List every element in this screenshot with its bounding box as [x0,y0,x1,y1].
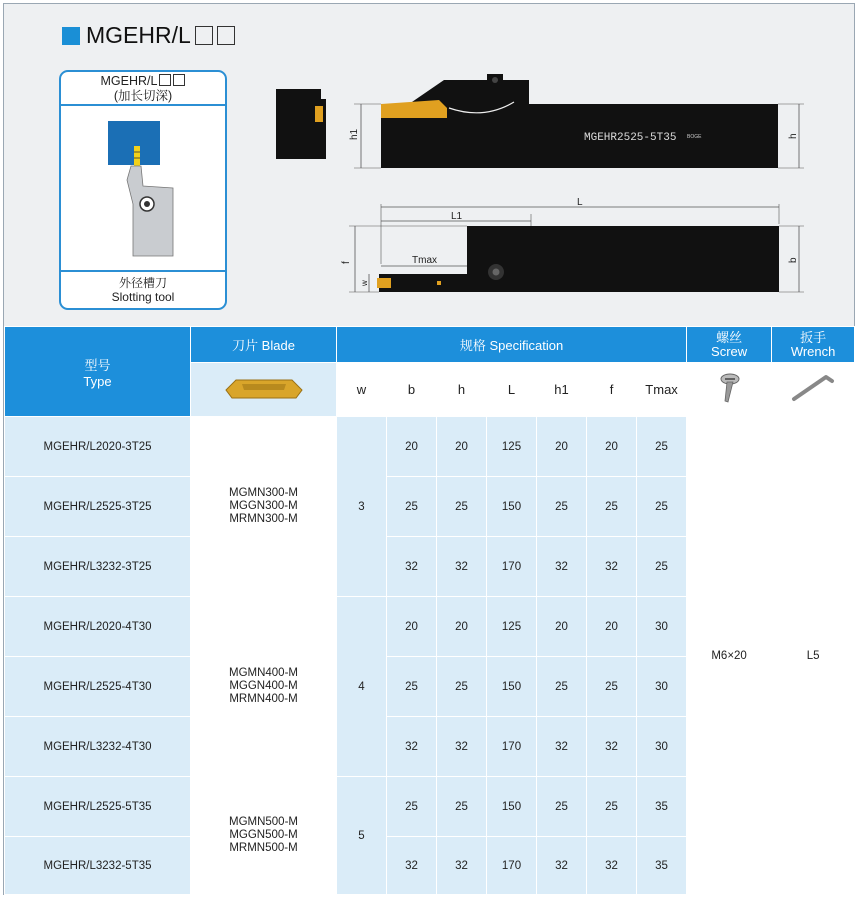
L-cell: 125 [487,417,537,477]
blade-model: MGMN500-M [228,816,298,828]
title-text: MGEHR/L [86,22,191,48]
b-cell: 25 [387,777,437,837]
card-title: MGEHR/L [100,74,158,88]
blade-image-cell [191,363,337,417]
marking-text: MGEHR2525-5T35 [584,132,677,144]
f-cell: 32 [587,837,637,895]
tmax-cell: 25 [637,417,687,477]
spec-table [4,326,855,895]
title-marker-icon [62,27,80,45]
blade-model: MGGN300-M [229,500,298,512]
type-cell: MGEHR/L2525-3T25 [5,477,191,537]
wrench-header-en: Wrench [790,343,836,359]
blade-model: MRMN500-M [229,842,298,854]
blade-model: MRMN400-M [229,693,298,705]
wrench-header-cn: 扳手 [800,329,827,345]
type-cell: MGEHR/L3232-5T35 [5,837,191,895]
w-cell: 3 [337,417,387,597]
drawing-area [4,4,854,326]
tmax-cell: 35 [637,777,687,837]
col-w: w [337,363,387,417]
f-cell: 25 [587,477,637,537]
card-header [61,72,225,106]
placeholder-box-icon [195,26,213,45]
h1-cell: 20 [537,417,587,477]
b-cell: 32 [387,837,437,895]
card-footer-cn: 外径槽刀 [118,276,167,290]
card-footer [61,270,225,308]
screw-header-en: Screw [711,343,748,359]
b-cell: 20 [387,417,437,477]
L-cell: 170 [487,717,537,777]
slotting-tool-illustration [61,108,225,268]
dim-L1: L1 [451,211,463,222]
col-L: L [487,363,537,417]
placeholder-box-icon [217,26,235,45]
dim-h1: h1 [349,128,360,140]
L-cell: 125 [487,597,537,657]
tmax-cell: 30 [637,597,687,657]
f-cell: 32 [587,717,637,777]
type-cell: MGEHR/L2525-5T35 [5,777,191,837]
table-row [5,417,855,477]
tmax-cell: 25 [637,477,687,537]
col-h: h [437,363,487,417]
type-cell: MGEHR/L3232-4T30 [5,717,191,777]
h1-cell: 32 [537,837,587,895]
b-cell: 32 [387,717,437,777]
h-cell: 25 [437,477,487,537]
col-type-header [5,327,191,417]
tmax-cell: 25 [637,537,687,597]
L-cell: 150 [487,777,537,837]
dim-b: b [788,257,799,263]
type-cell: MGEHR/L3232-3T25 [5,537,191,597]
b-cell: 20 [387,597,437,657]
h-cell: 32 [437,537,487,597]
h1-cell: 20 [537,597,587,657]
card-footer-en: Slotting tool [111,290,175,304]
type-cell: MGEHR/L2525-4T30 [5,657,191,717]
screw-icon [714,371,744,405]
f-cell: 25 [587,777,637,837]
col-tmax: Tmax [637,363,687,417]
blade-group-cell [191,777,337,895]
screw-image-cell [687,363,772,417]
f-cell: 32 [587,537,637,597]
f-cell: 25 [587,657,637,717]
w-cell: 4 [337,597,387,777]
blade-insert-icon [222,370,306,406]
dim-w: w [360,280,369,286]
type-cell: MGEHR/L2020-3T25 [5,417,191,477]
b-cell: 32 [387,537,437,597]
h1-cell: 32 [537,537,587,597]
blade-group-cell [191,597,337,777]
wrench-icon [788,371,838,405]
blade-model: MGMN400-M [228,667,298,679]
tmax-cell: 30 [637,717,687,777]
blade-model: MGGN400-M [229,680,298,692]
L-cell: 150 [487,477,537,537]
wrench-image-cell [772,363,855,417]
type-header-en: Type [83,373,112,389]
placeholder-box-icon [159,74,171,86]
technical-drawing [269,64,809,304]
screw-cell: M6×20 [687,417,772,895]
blade-model: MRMN300-M [229,513,298,525]
wrench-cell: L5 [772,417,855,895]
col-spec-header: 规格 Specification [337,327,687,363]
page-title [62,22,235,49]
catalog-page [3,3,855,895]
h-cell: 20 [437,417,487,477]
b-cell: 25 [387,657,437,717]
L-cell: 170 [487,537,537,597]
col-blade-header: 刀片 Blade [191,327,337,363]
blade-model: MGGN500-M [229,829,298,841]
card-subtitle: (加长切深) [113,89,173,103]
screw-header-cn: 螺丝 [716,329,743,345]
blade-model: MGMN300-M [228,487,298,499]
f-cell: 20 [587,417,637,477]
h1-cell: 25 [537,657,587,717]
placeholder-box-icon [173,74,185,86]
dim-Tmax: Tmax [412,255,437,266]
h1-cell: 25 [537,777,587,837]
h1-cell: 25 [537,477,587,537]
brand-text: BOGE [687,134,702,140]
blade-group-cell [191,417,337,597]
f-cell: 20 [587,597,637,657]
type-card [59,70,227,310]
col-f: f [587,363,637,417]
h1-cell: 32 [537,717,587,777]
L-cell: 150 [487,657,537,717]
h-cell: 32 [437,717,487,777]
type-header-cn: 型号 [84,357,111,373]
h-cell: 20 [437,597,487,657]
h-cell: 25 [437,657,487,717]
w-cell: 5 [337,777,387,895]
b-cell: 25 [387,477,437,537]
col-screw-header [687,327,772,363]
h-cell: 32 [437,837,487,895]
type-cell: MGEHR/L2020-4T30 [5,597,191,657]
col-h1: h1 [537,363,587,417]
h-cell: 25 [437,777,487,837]
L-cell: 170 [487,837,537,895]
col-wrench-header [772,327,855,363]
tmax-cell: 35 [637,837,687,895]
dim-f: f [341,261,352,264]
col-b: b [387,363,437,417]
tmax-cell: 30 [637,657,687,717]
dim-h: h [788,133,799,139]
dim-L: L [577,197,583,208]
